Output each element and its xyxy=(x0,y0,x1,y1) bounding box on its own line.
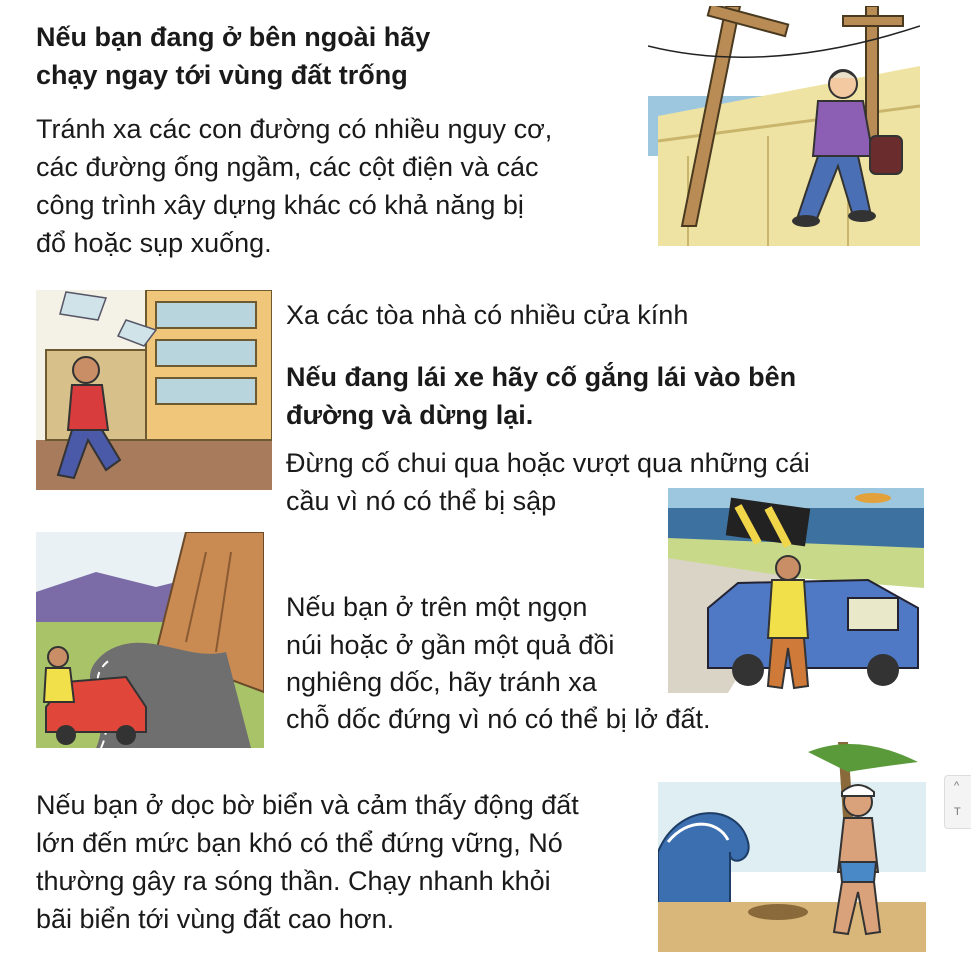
body-outside-line2: các đường ống ngầm, các cột điện và các xyxy=(36,152,539,182)
heading-driving-line1: Nếu đang lái xe hãy cố gắng lái vào bên xyxy=(286,362,797,392)
illustration-tsunami xyxy=(658,742,926,952)
illustration-landslide xyxy=(36,532,264,748)
body-coast-line2: lớn đến mức bạn khó có thể đứng vững, Nó xyxy=(36,828,563,858)
body-driving-line2: cầu vì nó có thể bị sập xyxy=(286,486,557,516)
text-glass-buildings: Xa các tòa nhà có nhiều cửa kính xyxy=(286,300,689,330)
body-mountain-line3: nghiêng dốc, hãy tránh xa xyxy=(286,667,597,697)
body-coast-line4: bãi biển tới vùng đất cao hơn. xyxy=(36,904,395,934)
body-mountain-line2: núi hoặc ở gần một quả đồi xyxy=(286,630,615,660)
body-mountain-line1: Nếu bạn ở trên một ngọn xyxy=(286,592,588,622)
body-outside-line4: đổ hoặc sụp xuống. xyxy=(36,228,272,258)
body-outside-line1: Tránh xa các con đường có nhiều nguy cơ, xyxy=(36,114,553,144)
body-driving-line1: Đừng cố chui qua hoặc vượt qua những cái xyxy=(286,448,810,478)
body-mountain-line4: chỗ dốc đứng vì nó có thể bị lở đất. xyxy=(286,704,711,734)
heading-outside-line2: chạy ngay tới vùng đất trống xyxy=(36,60,408,90)
chevron-up-icon: ^ xyxy=(954,780,960,792)
illustration-falling-pole xyxy=(648,6,920,246)
heading-outside-line1: Nếu bạn đang ở bên ngoài hãy xyxy=(36,22,431,52)
body-outside-line3: công trình xây dựng khác có khả năng bị xyxy=(36,190,524,220)
side-scroll-tab[interactable] xyxy=(944,775,971,829)
illustration-car-bridge xyxy=(668,488,924,693)
illustration-glass-building xyxy=(36,290,272,490)
body-coast-line1: Nếu bạn ở dọc bờ biển và cảm thấy động đất xyxy=(36,790,579,820)
heading-driving-line2: đường và dừng lại. xyxy=(286,400,534,430)
side-tab-label: T xyxy=(954,806,961,818)
body-coast-line3: thường gây ra sóng thần. Chạy nhanh khỏi xyxy=(36,866,551,896)
